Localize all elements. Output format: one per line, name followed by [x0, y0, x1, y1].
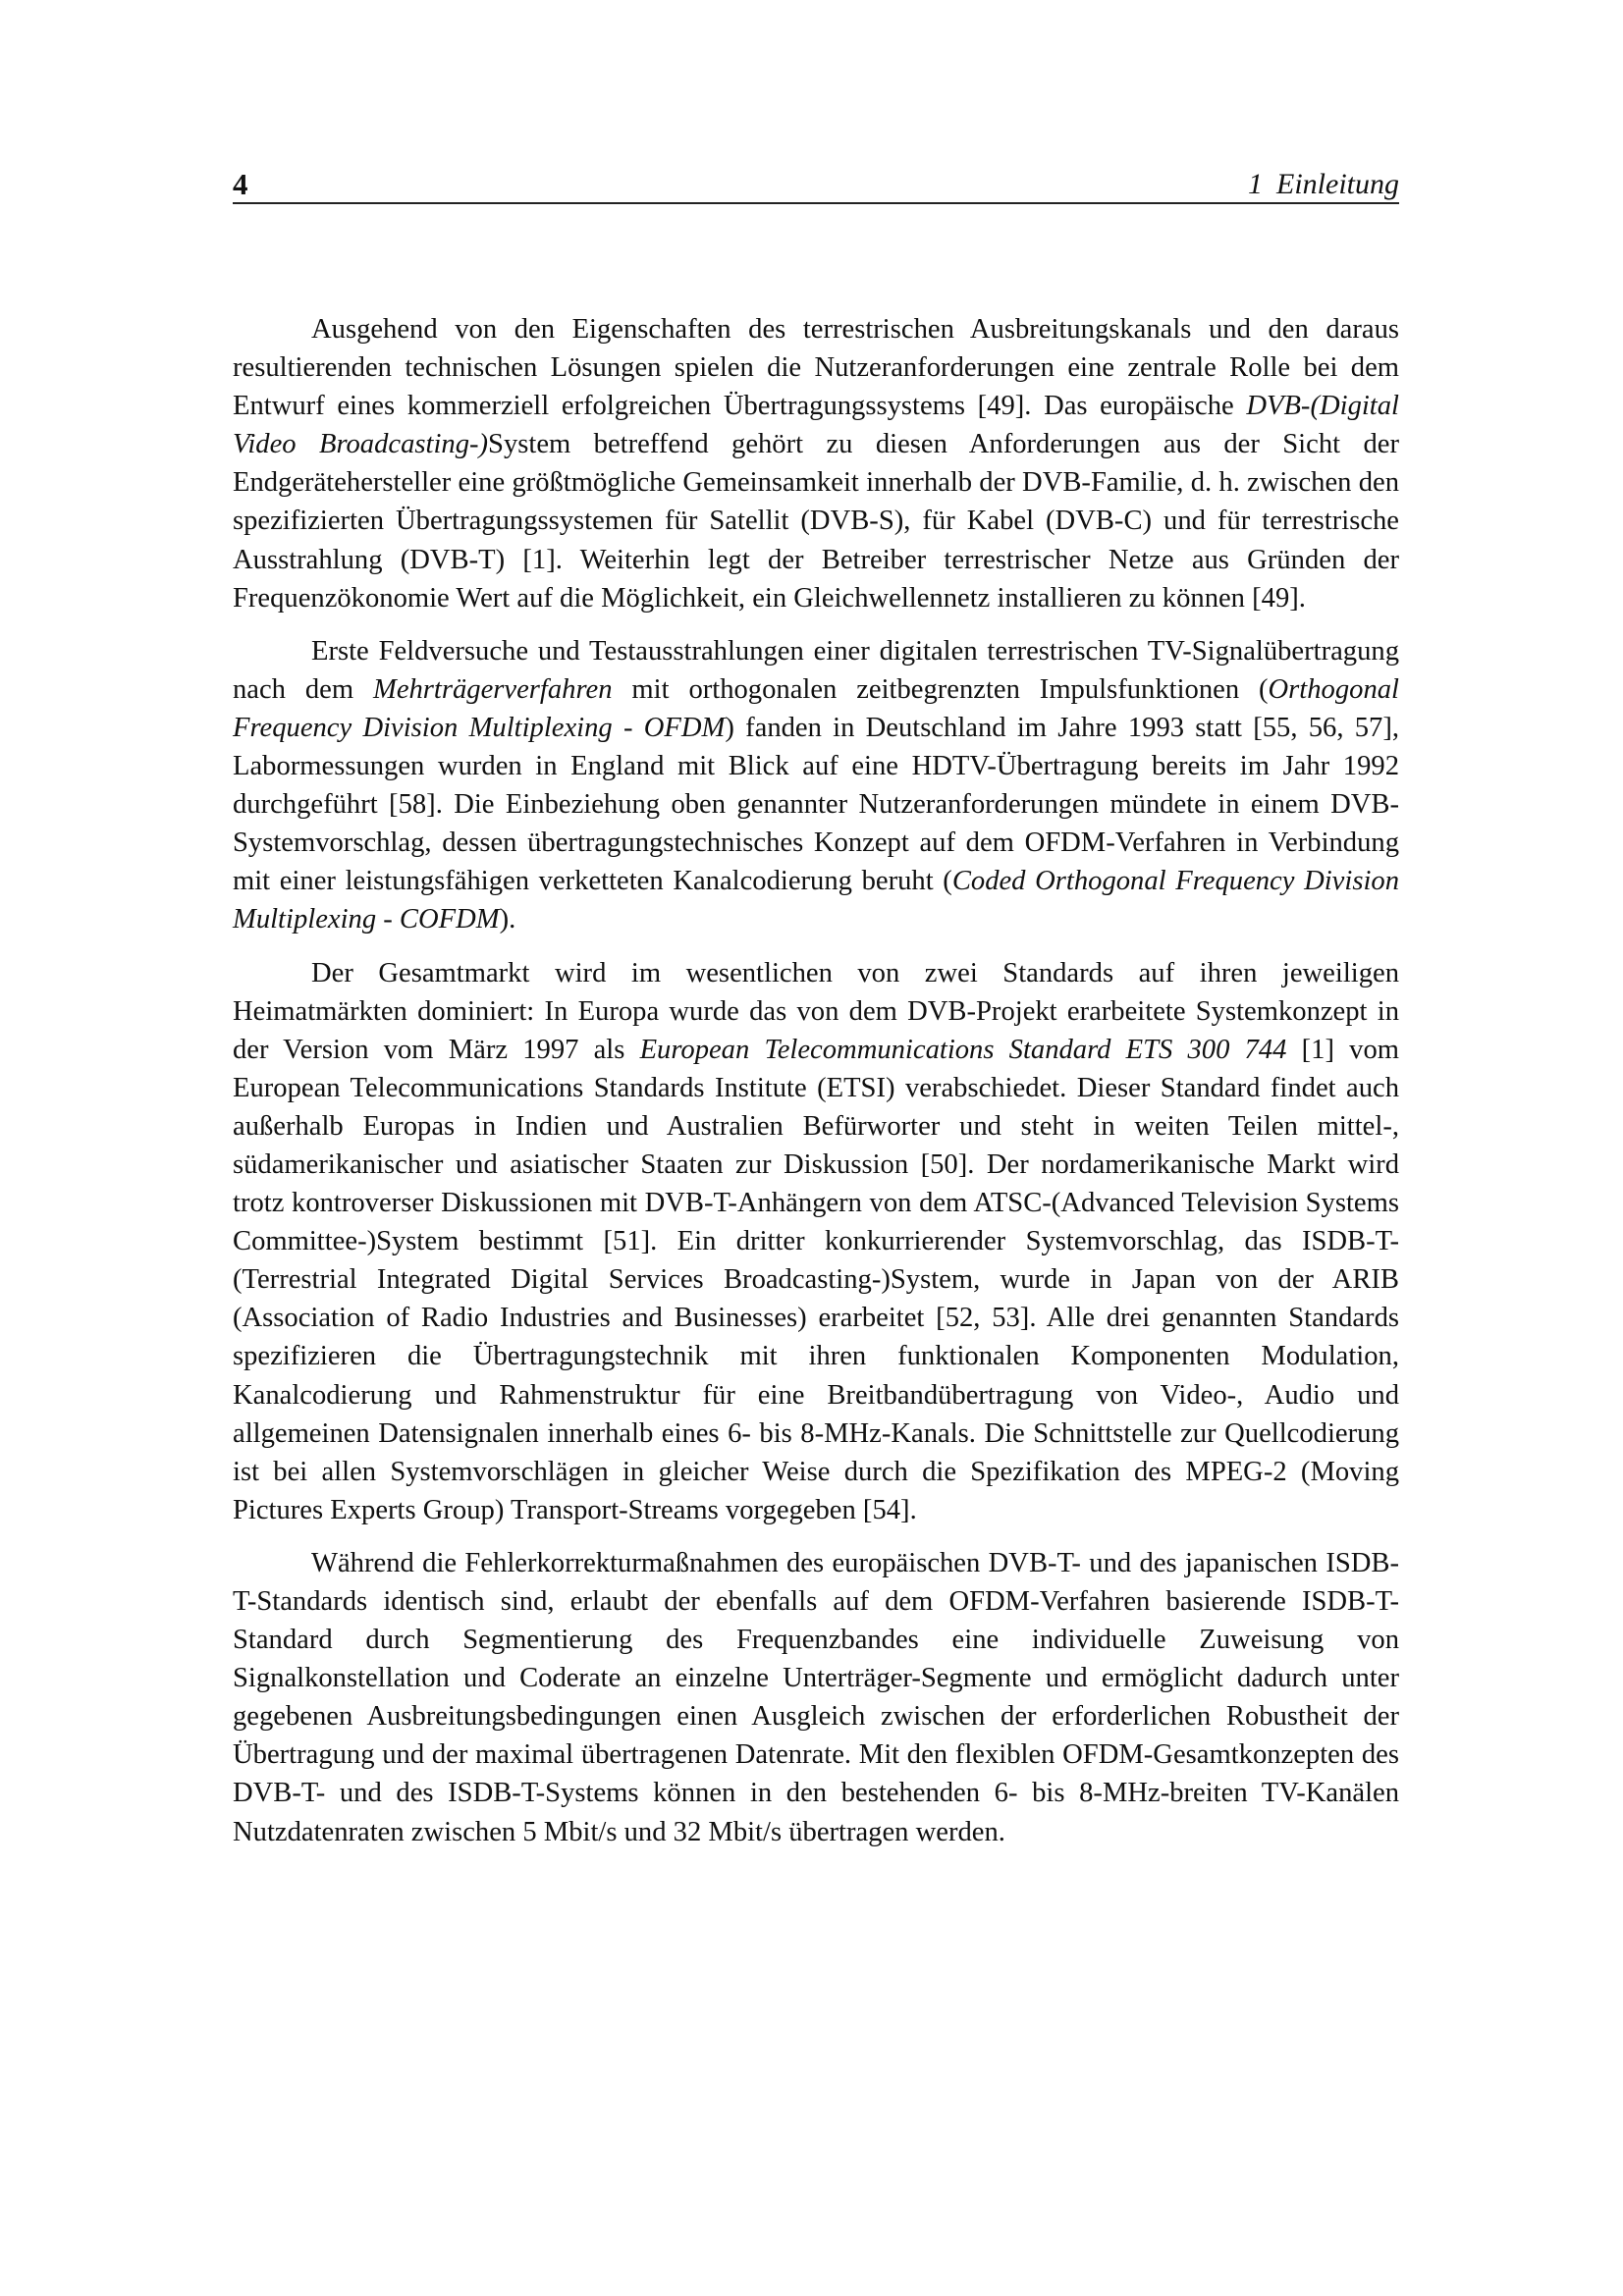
paragraph-3 [233, 954, 1399, 1529]
chapter-title: Einleitung [1276, 168, 1399, 200]
text-run: mit orthogonalen zeitbegrenzten Impulsfunktionen ( [612, 673, 1269, 705]
running-header [233, 165, 1399, 204]
text-run: [1] vom European Telecommunications Standards Institute (ETSI) verabschiedet. Dieser Standard findet auch außerhalb Europas in Indien und Australien Befürworter und steht in weiten Teilen mittel-, südamerikanischer und asiatischer Staaten zur Diskussion [50]. Der nordamerikanische Markt wird trotz kontroverser Diskussionen mit DVB-T-Anhängern von dem ATSC-(Advanced Television Systems Committee-)System bestimmt [51]. Ein dritter konkurrierender Systemvorschlag, das ISDB-T-(Terrestrial Integrated Digital Services Broadcasting-)System, wurde in Japan von der ARIB (Association of Radio Industries and Businesses) erarbeitet [52, 53]. Alle drei genannten Standards spezifizieren die Übertragungstechnik mit ihren funktionalen Komponenten Modulation, Kanalcodierung und Rahmenstruktur für eine Breitbandübertragung von Video-, Audio und allgemeinen Datensignalen innerhalb eines 6- bis 8-MHz-Kanals. Die Schnittstelle zur Quellcodierung ist bei allen Systemvorschlägen in gleicher Weise durch die Spezifikation des MPEG-2 (Moving Pictures Experts Group) Transport-Streams vorgegeben [54]. [233, 1034, 1399, 1525]
text-run: Erste Feldversuche und Testausstrahlungen einer digitalen terrestrischen TV-Signalübertragung nach dem [233, 635, 1399, 705]
text-run: Während die Fehlerkorrekturmaßnahmen des europäischen DVB-T- und des japanischen ISDB-T-Standards identisch sind, erlaubt der ebenfalls auf dem OFDM-Verfahren basierende ISDB-T-Standard durch Segmentierung des Frequenzbandes eine individuelle Zuweisung von Signalkonstellation und Coderate an einzelne Unterträger-Segmente und ermöglicht dadurch unter gegebenen Ausbreitungsbedingungen einen Ausgleich zwischen der erforderlichen Robustheit der Übertragung und der maximal übertragenen Datenrate. Mit den flexiblen OFDM-Gesamtkonzepten des DVB-T- und des ISDB-T-Systems können in den bestehenden 6- bis 8-MHz-breiten TV-Kanälen Nutzdatenraten zwischen 5 Mbit/s und 32 Mbit/s übertragen werden. [233, 1547, 1399, 1847]
text-run: ) fanden in Deutschland im Jahre 1993 statt [55, 56, 57], Labormessungen wurden in England mit Blick auf eine HDTV-Übertragung bereits im Jahr 1992 durchgeführt [58]. Die Einbeziehung oben genannter Nutzeranforderungen mündete in einem DVB-Systemvorschlag, dessen übertragungstechnisches Konzept auf dem OFDM-Verfahren in Verbindung mit einer leistungsfähigen verketteten Kanalcodierung beruht ( [233, 712, 1399, 897]
italic-term: DVB-(Digital Video Broadcasting-) [233, 391, 1399, 460]
paragraph-2 [233, 632, 1399, 939]
italic-term: Mehrträgerverfahren [373, 673, 613, 705]
text-run: System betreffend gehört zu diesen Anforderungen aus der Sicht der Endgerätehersteller eine größtmögliche Gemeinsamkeit innerhalb der DVB-Familie, d. h. zwischen den spezifizierten Übertragungssystemen für Satellit (DVB-S), für Kabel (DVB-C) und für terrestrische Ausstrahlung (DVB-T) [1]. Weiterhin legt der Betreiber terrestrischer Netze aus Gründen der Frequenzökonomie Wert auf die Möglichkeit, ein Gleichwellennetz installieren zu können [49]. [233, 429, 1399, 614]
italic-term: Coded Orthogonal Frequency Division Multiplexing - COFDM [233, 866, 1399, 935]
paragraph-4 [233, 1544, 1399, 1851]
page-number: 4 [233, 167, 248, 201]
chapter-number: 1 [1248, 168, 1264, 200]
italic-term: Orthogonal Frequency Division Multiplexing - OFDM [233, 673, 1399, 743]
paragraph-1 [233, 310, 1399, 617]
chapter-heading [1248, 169, 1399, 200]
text-run: Der Gesamtmarkt wird im wesentlichen von zwei Standards auf ihren jeweiligen Heimatmärkten dominiert: In Europa wurde das von dem DVB-Projekt erarbeitete Systemkonzept in der Version vom März 1997 als [233, 957, 1399, 1065]
italic-term: European Telecommunications Standard ETS 300 744 [639, 1034, 1287, 1065]
book-page [233, 165, 1399, 1866]
text-run: ). [499, 904, 516, 935]
text-run: Ausgehend von den Eigenschaften des terrestrischen Ausbreitungskanals und den daraus resultierenden technischen Lösungen spielen die Nutzeranforderungen eine zentrale Rolle bei dem Entwurf eines kommerziell erfolgreichen Übertragungssystems [49]. Das europäische [233, 314, 1399, 422]
body-text [233, 310, 1399, 1851]
